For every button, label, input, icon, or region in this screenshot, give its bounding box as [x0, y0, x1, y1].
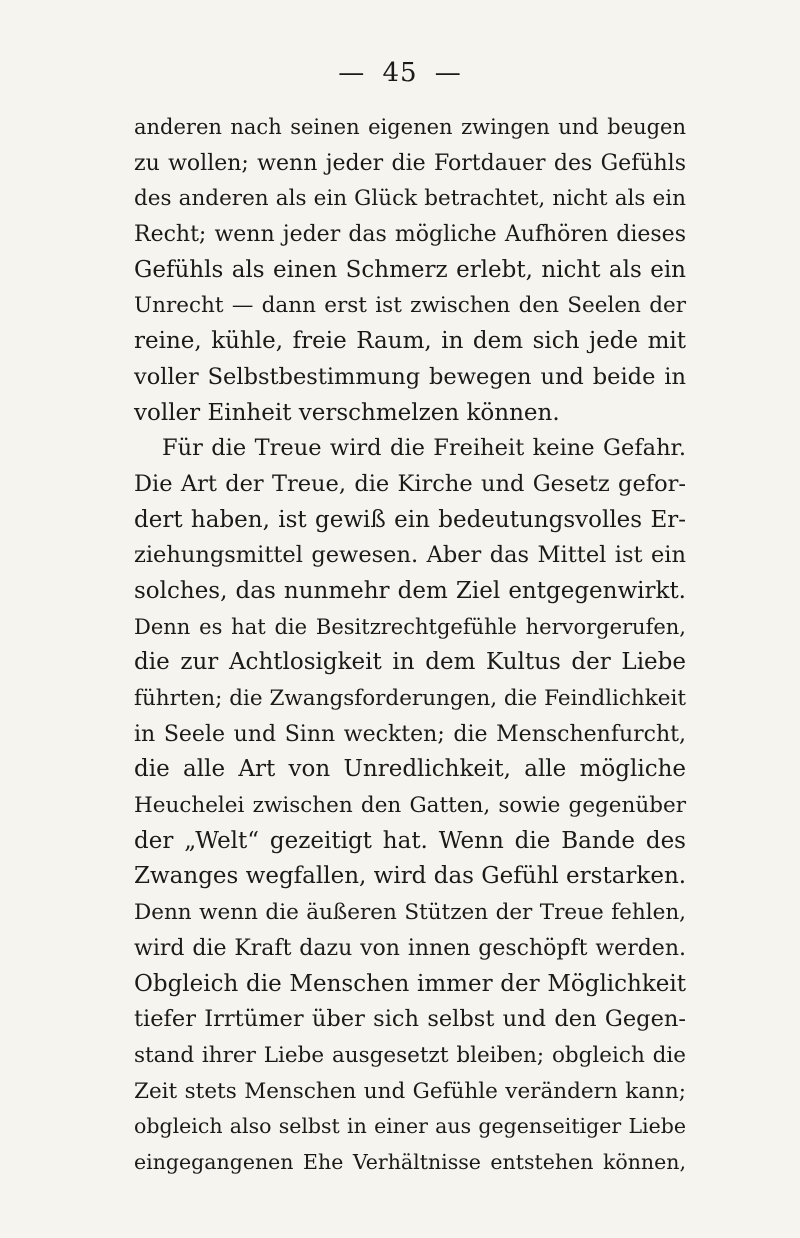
text-line: eingegangenen Ehe Verhältnisse entstehen können,	[134, 1149, 686, 1174]
text-line: Denn es hat die Besitzrechtgefühle hervorgerufen,	[134, 614, 686, 639]
text-line: voller Selbstbestimmung bewegen und beide in	[134, 363, 686, 390]
text-line: obgleich also selbst in einer aus gegenseitiger Liebe	[134, 1114, 686, 1139]
text-line: Recht; wenn jeder das mögliche Aufhören dieses	[134, 222, 686, 248]
text-line: Die Art der Treue, die Kirche und Gesetz gefor-	[134, 470, 686, 497]
text-line: Unrecht — dann erst ist zwischen den Seelen der	[134, 293, 686, 319]
text-line: die zur Achtlosigkeit in dem Kultus der Liebe	[134, 649, 686, 676]
text-line: die alle Art von Unredlichkeit, alle mögliche	[134, 756, 686, 783]
text-line: anderen nach seinen eigenen zwingen und beugen	[134, 115, 686, 139]
text-line: wird die Kraft dazu von innen geschöpft werden.	[134, 935, 686, 961]
page-number: — 45 —	[338, 58, 462, 88]
text-line: stand ihrer Liebe ausgesetzt bleiben; obgleich die	[134, 1042, 686, 1068]
text-line: ziehungsmittel gewesen. Aber das Mittel ist ein	[134, 542, 686, 569]
text-line: Heuchelei zwischen den Gatten, sowie gegenüber	[134, 793, 686, 819]
text-line: zu wollen; wenn jeder die Fortdauer des Gefühls	[134, 150, 686, 176]
text-line: des anderen als ein Glück betrachtet, nicht als ein	[134, 186, 686, 212]
text-line: in Seele und Sinn weckten; die Menschenfurcht,	[134, 721, 686, 747]
text-line: Obgleich die Menschen immer der Möglichkeit	[134, 970, 686, 997]
text-line: voller Einheit verschmelzen können.	[134, 399, 560, 426]
text-line: Zwanges wegfallen, wird das Gefühl erstarken.	[134, 863, 687, 890]
body-text	[134, 110, 686, 1181]
text-line: reine, kühle, freie Raum, in dem sich jede mit	[134, 328, 686, 355]
text-line: tiefer Irrtümer über sich selbst und den Gegen-	[134, 1006, 686, 1033]
text-line: Denn wenn die äußeren Stützen der Treue fehlen,	[134, 900, 686, 926]
text-line: der „Welt“ gezeitigt hat. Wenn die Bande des	[134, 827, 686, 854]
text-line: dert haben, ist gewiß ein bedeutungsvolles Er-	[134, 506, 686, 533]
text-line: solches, das nunmehr dem Ziel entgegenwirkt.	[134, 577, 686, 604]
text-line: Für die Treue wird die Freiheit keine Gefahr.	[162, 435, 686, 462]
text-line: führten; die Zwangsforderungen, die Feindlichkeit	[134, 686, 686, 711]
text-line: Zeit stets Menschen und Gefühle verändern kann;	[134, 1078, 686, 1104]
text-line: Gefühls als einen Schmerz erlebt, nicht als ein	[134, 256, 686, 283]
